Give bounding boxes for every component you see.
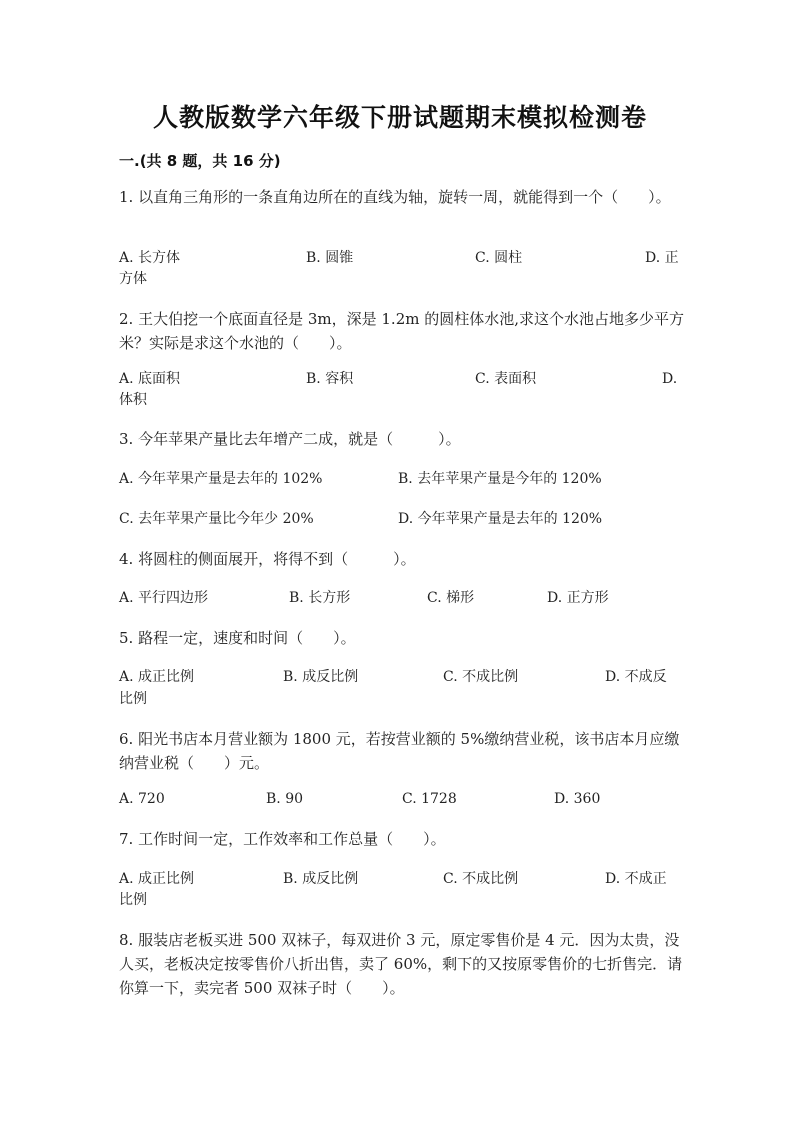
q3-option-d: D. 今年苹果产量是去年的 120% [398, 511, 603, 527]
q4-option-b: B. 长方形 [289, 590, 351, 606]
q7-option-b: B. 成反比例 [283, 871, 359, 887]
section-heading: 一.(共 8 题，共 16 分) [119, 152, 281, 170]
q2-option-d: D. [662, 371, 678, 387]
question-5: 5. 路程一定，速度和时间（ ）。 [119, 629, 356, 647]
q7-option-d: D. 不成正 [605, 871, 667, 887]
q6-option-a: A. 720 [119, 791, 165, 807]
q5-option-d-wrap: 比例 [119, 691, 147, 707]
q5-option-b: B. 成反比例 [283, 669, 359, 685]
q3-option-b: B. 去年苹果产量是今年的 120% [398, 471, 602, 487]
q2-option-b: B. 容积 [306, 371, 354, 387]
q5-option-c: C. 不成比例 [443, 669, 519, 685]
question-1: 1. 以直角三角形的一条直角边所在的直线为轴，旋转一周，就能得到一个（ ）。 [119, 188, 671, 206]
question-4: 4. 将圆柱的侧面展开，将得不到（ ）。 [119, 550, 416, 568]
question-8: 8. 服装店老板买进 500 双袜子，每双进价 3 元，原定零售价是 4 元．因为太贵，没人买，老板决定按零售价八折出售，卖了 60%，剩下的又按原零售价的七折售完．请你算一下，卖完者 500 双袜子时（ ）。 [119, 931, 683, 997]
q2-option-c: C. 表面积 [475, 371, 537, 387]
q7-option-a: A. 成正比例 [119, 871, 195, 887]
question-3: 3. 今年苹果产量比去年增产二成，就是（ ）。 [119, 430, 461, 448]
q7-option-c: C. 不成比例 [443, 871, 519, 887]
q4-option-a: A. 平行四边形 [119, 590, 209, 606]
q6-option-c: C. 1728 [402, 791, 457, 807]
question-7: 7. 工作时间一定，工作效率和工作总量（ ）。 [119, 830, 446, 848]
question-6: 6. 阳光书店本月营业额为 1800 元，若按营业额的 5%缴纳营业税，该书店本月应缴纳营业税（ ）元。 [119, 730, 680, 772]
q1-option-a: A. 长方体 [119, 250, 181, 266]
q5-option-d: D. 不成反 [605, 669, 667, 685]
q4-option-d: D. 正方形 [547, 590, 609, 606]
q2-option-d-wrap: 体积 [119, 392, 147, 408]
q1-option-d-wrap: 方体 [119, 271, 147, 287]
q6-option-b: B. 90 [266, 791, 304, 807]
question-2: 2. 王大伯挖一个底面直径是 3m，深是 1.2m 的圆柱体水池,求这个水池占地多少平方米？实际是求这个水池的（ ）。 [119, 310, 685, 352]
page-title: 人教版数学六年级下册试题期末模拟检测卷 [152, 103, 647, 132]
q1-option-b: B. 圆锥 [306, 250, 354, 266]
q6-option-d: D. 360 [554, 791, 601, 807]
q1-option-d: D. 正 [645, 250, 679, 266]
q3-option-a: A. 今年苹果产量是去年的 102% [119, 471, 323, 487]
q5-option-a: A. 成正比例 [119, 669, 195, 685]
q4-option-c: C. 梯形 [427, 590, 475, 606]
q3-option-c: C. 去年苹果产量比今年少 20% [119, 511, 314, 527]
q7-option-d-wrap: 比例 [119, 892, 147, 908]
q2-option-a: A. 底面积 [119, 371, 181, 387]
q1-option-c: C. 圆柱 [475, 250, 523, 266]
